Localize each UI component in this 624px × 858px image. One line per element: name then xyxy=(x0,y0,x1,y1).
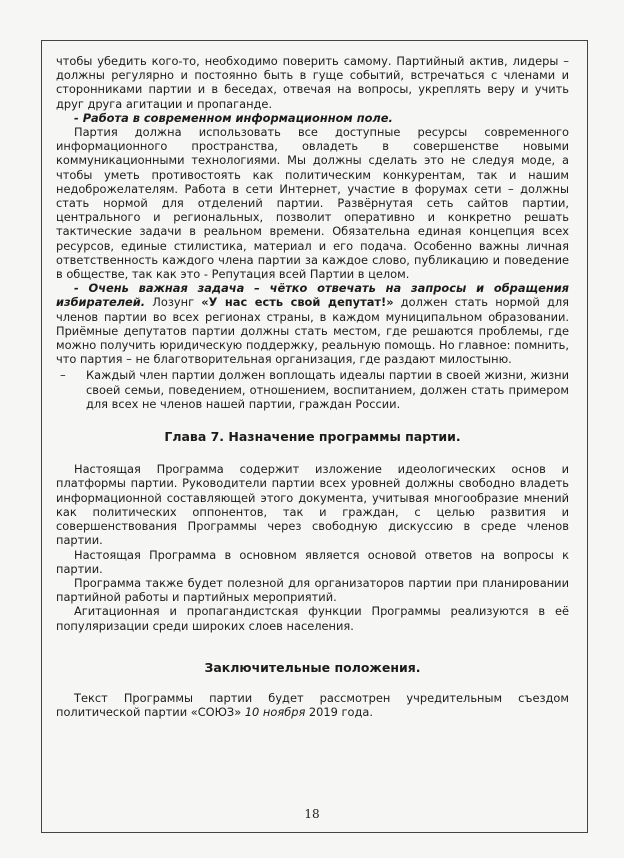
text-span: 2019 года. xyxy=(305,705,373,720)
document-body xyxy=(56,54,569,719)
slogan: «У нас есть свой депутат!» xyxy=(201,295,394,310)
paragraph: Настоящая Программа содержит изложение идеологических основ и платформы партии. Руководители партии всех уровней должны свободно владеть информационной составляющей этого документа, учитывая многообразие мнений как политических оппонентов, так и граждан, с целью развития и совершенствования Программы через свободную дискуссию в среде членов партии. xyxy=(56,462,569,548)
paragraph: Агитационная и пропагандистская функции Программы реализуются в её популяризации среди широких слоев населения. xyxy=(56,604,569,633)
text-span: должен стать нормой для членов партии во всех регионах страны, в каждом муниципальном образовании. Приёмные депутатов партии должны стать местом, где решаются проблемы, где можно получить юридическую поддержку, реальную помощь. Но главное: помнить, что партия – не благотворительная организация, где раздают милостыню. xyxy=(56,295,570,367)
paragraph: Настоящая Программа в основном является основой ответов на вопросы к партии. xyxy=(56,547,569,576)
paragraph-with-bold-lead xyxy=(56,281,569,366)
paragraph: Партия должна использовать все доступные ресурсы современного информационного пространства, овладеть в совершенстве новыми коммуникационными технологиями. Мы должны сделать это не следуя моде, а чтобы уметь противостоять как политическим конкурентам, так и нашим недоброжелателям. Работа в сети Интернет, участие в форумах сети – должны стать нормой для отделений партии. Развёрнутая сеть сайтов партии, центрального и региональных, позволит оперативно и конкретно решать тактические задачи в реальном времени. Обязательна единая концепция всех ресурсов, единые стилистика, материал и его подача. Особенно важны личная ответственность каждого члена партии за каждое слово, публикацию и поведение в обществе, так как это - Репутация всей Партии в целом. xyxy=(56,125,569,282)
text-span: Лозунг xyxy=(145,295,202,310)
section-title: Заключительные положения. xyxy=(204,659,421,675)
paragraph: Программа также будет полезной для организаторов партии при планировании партийной работы и партийных мероприятий. xyxy=(56,575,569,605)
list-item xyxy=(56,368,569,411)
list-item-text: Каждый член партии должен воплощать идеалы партии в своей жизни, жизни своей семьи, поведением, отношением, воспитанием, должен стать примером для всех не членов нашей партии, граждан России. xyxy=(86,368,569,411)
paragraph xyxy=(56,691,569,719)
section-bullet-heading: - Работа в современном информационном поле. xyxy=(74,110,393,125)
bold-italic-lead: - Очень важная задача – чётко отвечать на запросы и обращения избирателей. xyxy=(56,281,569,310)
paragraph: чтобы убедить кого-то, необходимо поверить самому. Партийный актив, лидеры – должны регулярно и постоянно быть в гуще событий, встречаться с членами и сторонниками партии и в беседах, отвечая на вопросы, укреплять веру и учить друг друга агитации и пропаганде. xyxy=(56,54,569,111)
date-span: 10 ноября xyxy=(244,705,306,720)
page-number: 18 xyxy=(304,807,320,821)
text-span: Текст Программы партии будет рассмотрен учредительным съездом политической партии «СОЮЗ» xyxy=(56,690,569,720)
chapter-title: Глава 7. Назначение программы партии. xyxy=(164,429,461,445)
dash-bullet: – xyxy=(60,368,66,383)
